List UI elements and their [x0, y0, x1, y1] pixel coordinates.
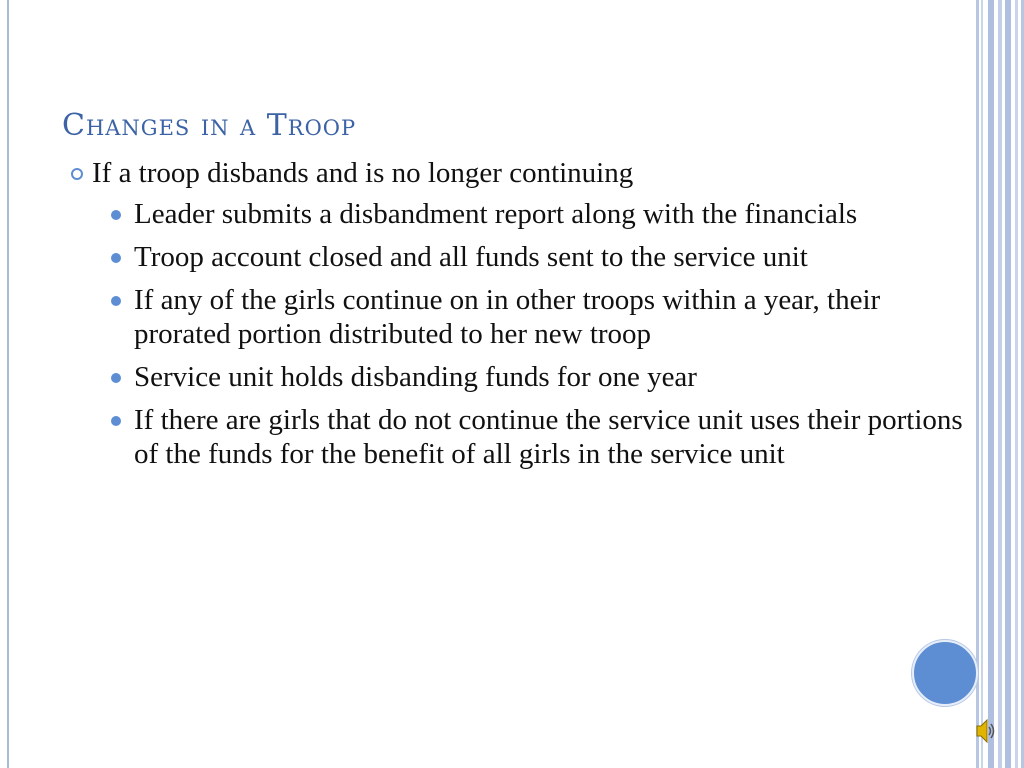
right-stripe [1015, 0, 1018, 768]
sub-bullet-list [66, 197, 966, 471]
dot-bullet-icon [111, 373, 121, 383]
right-stripe [1005, 0, 1011, 768]
right-stripe [998, 0, 1002, 768]
slide-content [66, 155, 966, 480]
dot-bullet-icon [111, 416, 121, 426]
dot-bullet-icon [111, 253, 121, 263]
sub-bullet-text: Leader submits a disbandment report along with the financials [134, 198, 858, 230]
main-bullet [66, 155, 966, 191]
dot-bullet-icon [111, 210, 121, 220]
sub-bullet [66, 360, 966, 394]
speaker-icon[interactable] [974, 714, 996, 748]
frame-left-line [7, 0, 9, 768]
hollow-bullet-icon [71, 168, 83, 180]
sub-bullet [66, 240, 966, 274]
sub-bullet [66, 283, 966, 351]
circle-decoration [912, 640, 978, 706]
sub-bullet-text: If any of the girls continue on in other troops within a year, their prorated portion distributed to her new troop [134, 284, 881, 350]
sub-bullet-text: Service unit holds disbanding funds for one year [134, 361, 697, 393]
sub-bullet [66, 197, 966, 231]
sub-bullet [66, 403, 966, 471]
main-bullet-text: If a troop disbands and is no longer continuing [92, 157, 634, 189]
dot-bullet-icon [111, 296, 121, 306]
right-stripe [976, 0, 979, 768]
right-stripe [988, 0, 994, 768]
right-stripe [981, 0, 983, 768]
slide-title: Changes in a Troop [62, 108, 357, 143]
sub-bullet-text: Troop account closed and all funds sent to the service unit [134, 241, 808, 273]
sub-bullet-text: If there are girls that do not continue the service unit uses their portions of the funds for the benefit of all girls in the service unit [134, 404, 963, 470]
